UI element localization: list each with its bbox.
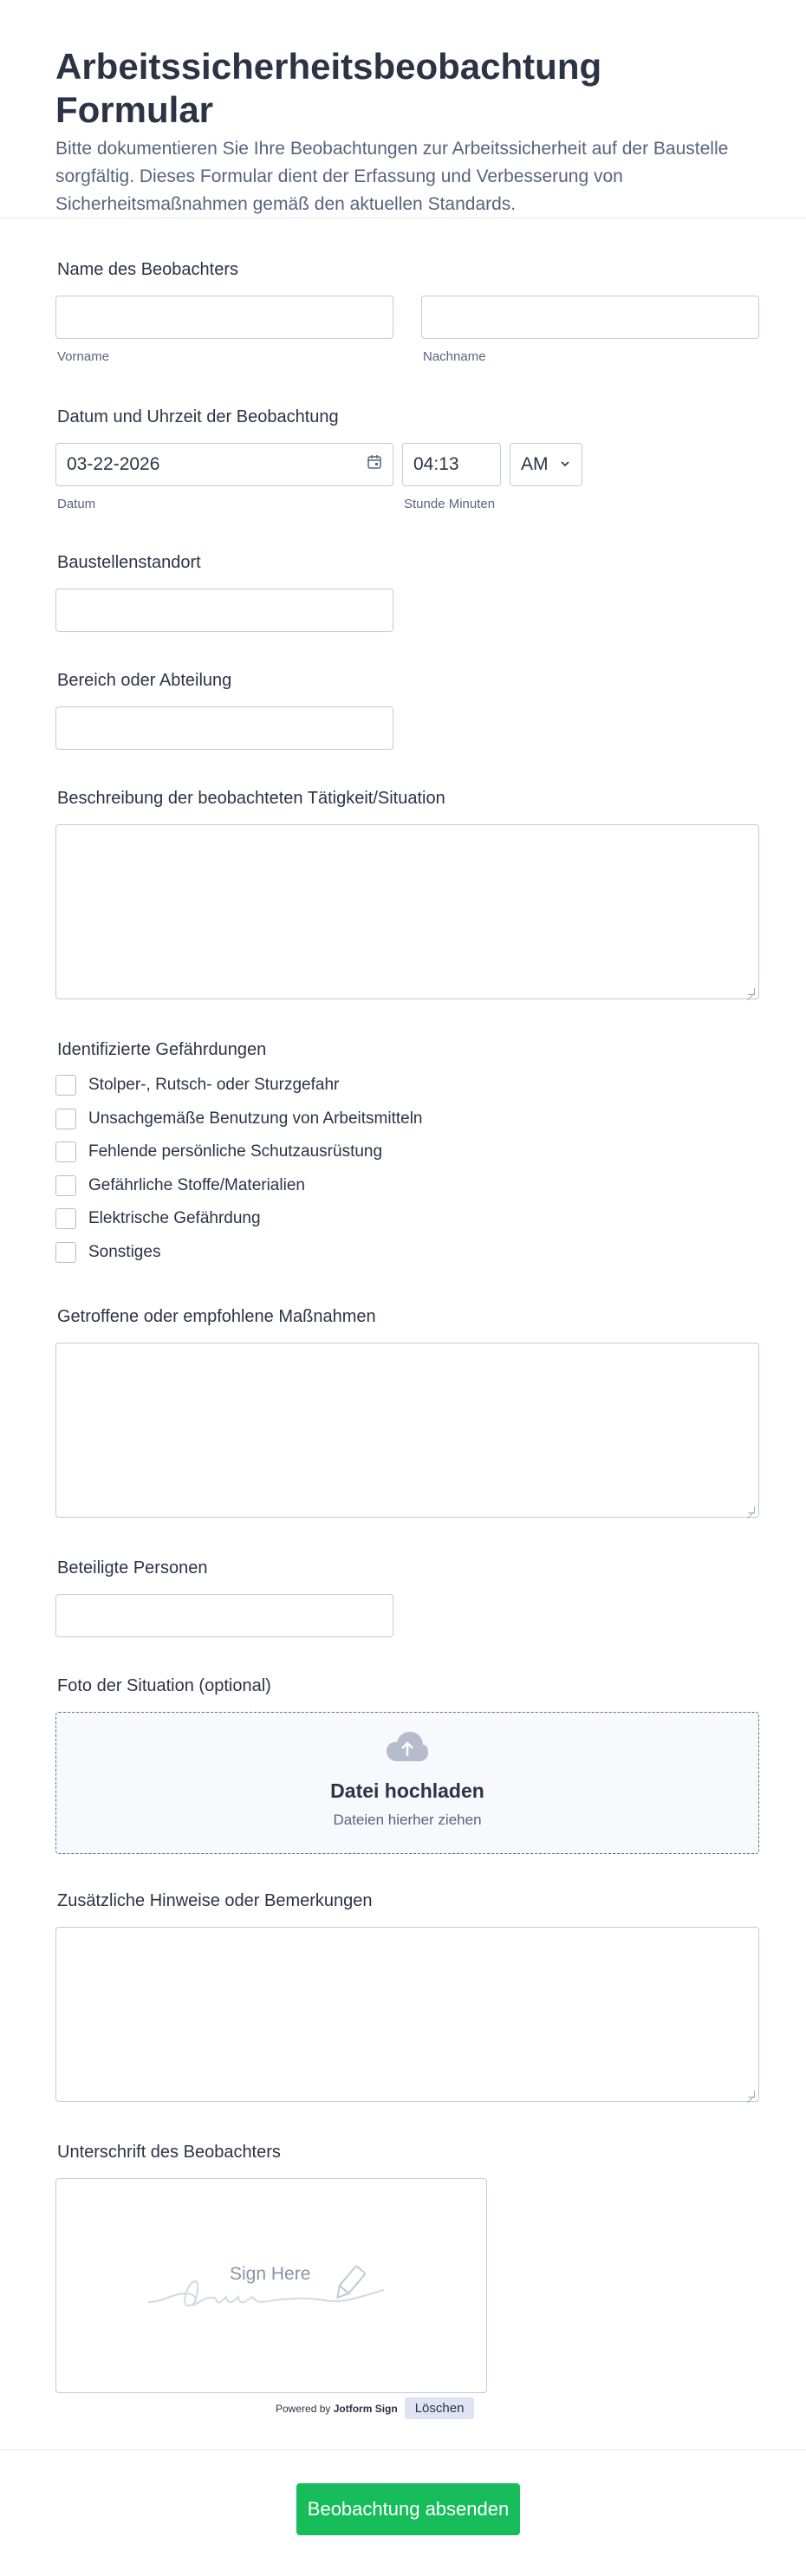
hazard-option-label: Fehlende persönliche Schutzausrüstung	[88, 1142, 383, 1161]
checkbox[interactable]	[55, 1142, 76, 1162]
hazard-option[interactable]	[55, 1135, 423, 1169]
first-name-sublabel: Vorname	[57, 349, 110, 364]
checkbox[interactable]	[55, 1242, 76, 1263]
file-upload-dropzone[interactable]	[55, 1712, 759, 1854]
persons-input[interactable]	[55, 1594, 393, 1637]
time-input[interactable]: 04:13	[402, 443, 501, 486]
chevron-down-icon	[559, 454, 571, 475]
description-textarea[interactable]	[55, 824, 759, 999]
hazard-options	[55, 1069, 423, 1269]
hazards-field	[55, 1040, 423, 1269]
powered-by-text: Powered by	[276, 2402, 331, 2415]
description-label: Beschreibung der beobachteten Tätigkeit/Situation	[57, 789, 445, 808]
date-sublabel: Datum	[57, 497, 96, 511]
hazard-option-label: Stolper-, Rutsch- oder Sturzgefahr	[88, 1076, 340, 1095]
datetime-label: Datum und Uhrzeit der Beobachtung	[57, 407, 339, 426]
calendar-icon[interactable]	[367, 454, 382, 475]
last-name-sublabel: Nachname	[423, 349, 486, 364]
upload-subtitle: Dateien hierher ziehen	[333, 1812, 482, 1828]
site-field	[55, 553, 393, 632]
date-value: 03-22-2026	[67, 454, 160, 474]
measures-field	[55, 1307, 759, 1518]
datetime-field	[55, 407, 759, 511]
observer-name-label: Name des Beobachters	[57, 260, 239, 279]
area-field	[55, 671, 393, 750]
hazard-option[interactable]	[55, 1236, 423, 1270]
observer-name-field	[55, 260, 759, 364]
submit-bar	[0, 2449, 806, 2576]
notes-field	[55, 1891, 759, 2102]
checkbox[interactable]	[55, 1075, 76, 1096]
resize-handle-icon[interactable]	[748, 2091, 755, 2098]
signature-label: Unterschrift des Beobachters	[57, 2143, 281, 2162]
persons-label: Beteiligte Personen	[57, 1558, 208, 1577]
ampm-value: AM	[521, 454, 549, 474]
hazard-option[interactable]	[55, 1169, 423, 1203]
area-label: Bereich oder Abteilung	[57, 671, 232, 690]
resize-handle-icon[interactable]	[748, 1506, 755, 1513]
signature-footer	[276, 2397, 474, 2419]
last-name-input[interactable]	[421, 296, 759, 339]
submit-button[interactable]: Beobachtung absenden	[296, 2483, 520, 2535]
hazard-option-label: Elektrische Gefährdung	[88, 1209, 261, 1228]
hazard-option[interactable]	[55, 1103, 423, 1136]
hazard-option[interactable]	[55, 1069, 423, 1103]
checkbox[interactable]	[55, 1175, 76, 1196]
measures-label: Getroffene oder empfohlene Maßnahmen	[57, 1307, 376, 1326]
signature-placeholder-graphic	[56, 2179, 488, 2394]
ampm-select[interactable]	[510, 443, 582, 486]
hazard-option-label: Sonstiges	[88, 1242, 161, 1261]
notes-textarea[interactable]	[55, 1927, 759, 2102]
form-header	[0, 0, 806, 218]
signature-placeholder: Sign Here	[230, 2264, 311, 2284]
area-input[interactable]	[55, 706, 393, 750]
form-title: Arbeitssicherheitsbeobachtung Formular	[55, 46, 602, 130]
hazard-option[interactable]	[55, 1202, 423, 1236]
photo-label: Foto der Situation (optional)	[57, 1676, 271, 1695]
persons-field	[55, 1558, 393, 1637]
site-label: Baustellenstandort	[57, 553, 201, 572]
jotform-sign-brand: Jotform Sign	[333, 2402, 398, 2415]
hazards-label: Identifizierte Gefährdungen	[57, 1040, 267, 1059]
hazard-option-label: Unsachgemäße Benutzung von Arbeitsmitteln	[88, 1109, 423, 1128]
signature-field	[55, 2143, 487, 2393]
time-sublabel: Stunde Minuten	[404, 497, 496, 511]
hazard-option-label: Gefährliche Stoffe/Materialien	[88, 1175, 305, 1194]
checkbox[interactable]	[55, 1109, 76, 1129]
site-input[interactable]	[55, 589, 393, 632]
resize-handle-icon[interactable]	[748, 988, 755, 995]
checkbox[interactable]	[55, 1208, 76, 1229]
notes-label: Zusätzliche Hinweise oder Bemerkungen	[57, 1891, 373, 1910]
measures-textarea[interactable]	[55, 1343, 759, 1518]
cloud-upload-icon	[385, 1730, 430, 1769]
date-input[interactable]	[55, 443, 393, 486]
photo-field	[55, 1676, 759, 1854]
upload-title: Datei hochladen	[330, 1779, 484, 1802]
description-field	[55, 789, 759, 999]
first-name-input[interactable]	[55, 296, 393, 339]
signature-pad[interactable]	[55, 2178, 487, 2393]
clear-signature-button[interactable]: Löschen	[405, 2397, 475, 2419]
form-description: Bitte dokumentieren Sie Ihre Beobachtungen zur Arbeitssicherheit auf der Baustelle sorgfältig. Dieses Formular dient der Erfassung und Verbesserung von Sicherheitsmaßnahmen gemäß den aktuellen Standards.	[55, 139, 729, 214]
